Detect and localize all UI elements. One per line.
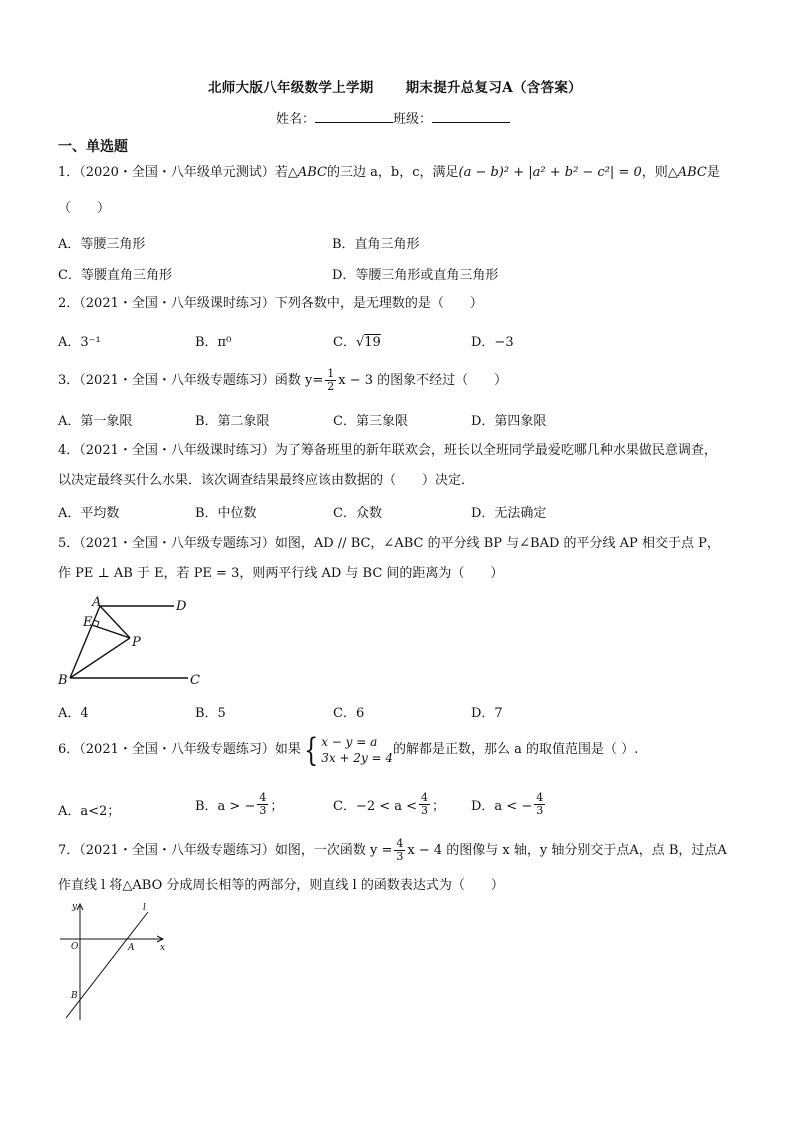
q3-option-c[interactable]: C．第三象限 xyxy=(333,414,408,429)
q1-option-d[interactable]: D．等腰三角形或直角三角形 xyxy=(332,268,499,283)
name-class-row xyxy=(276,108,510,127)
q7-line2: 作直线 l 将△ABO 分成周长相等的两部分，则直线 l 的函数表达式为（ ） xyxy=(58,878,504,893)
class-blank[interactable] xyxy=(432,110,510,123)
class-label: 班级： xyxy=(393,112,433,127)
q6-eq1: x − y = a xyxy=(321,735,378,749)
q6-d-num: 4 xyxy=(536,791,544,804)
q1-abc-2: ABC xyxy=(677,165,707,180)
section-title: 一、单选题 xyxy=(58,139,128,155)
q7-line-l xyxy=(66,912,148,1018)
q2-option-b[interactable]: B．π⁰ xyxy=(195,335,232,350)
title-sub: 期末提升总复习A（含答案） xyxy=(405,80,582,96)
title-main: 北师大版八年级数学上学期 xyxy=(208,80,374,96)
q6-c-sep: ； xyxy=(432,799,446,814)
q5-label-c: C xyxy=(190,673,200,688)
q3-frac-num: 1 xyxy=(327,367,335,380)
q7-frac-num: 4 xyxy=(396,837,404,850)
q7-label-o: O xyxy=(71,942,79,952)
q2-option-d[interactable]: D．−3 xyxy=(471,335,514,350)
q6-d-frac xyxy=(534,792,545,817)
q2-option-c[interactable] xyxy=(333,331,381,350)
q6-option-d[interactable] xyxy=(471,792,547,817)
q1-text-b: 的三边 a，b，c，满足 xyxy=(327,165,459,180)
brace-icon: { xyxy=(303,731,319,769)
q2-c-prefix: C． xyxy=(333,335,356,350)
q7-figure xyxy=(56,898,176,1026)
q2-stem: 2．（2021・全国・八年级课时练习）下列各数中，是无理数的是（ ） xyxy=(58,296,483,311)
q6-option-c[interactable] xyxy=(333,792,445,817)
q7-label-l: l xyxy=(143,903,146,913)
q1-text-d: 是 xyxy=(706,165,720,180)
q5-label-d: D xyxy=(176,599,187,614)
q3-option-d[interactable]: D．第四象限 xyxy=(471,414,547,429)
q7-text-b: x − 4 的图像与 x 轴，y 轴分别交于点A，点 B，过点A xyxy=(407,842,727,858)
q4-option-d[interactable]: D．无法确定 xyxy=(471,506,547,521)
q1-option-a[interactable]: A．等腰三角形 xyxy=(58,237,146,252)
q5-option-c[interactable]: C．6 xyxy=(333,706,365,721)
q6-system xyxy=(321,734,393,766)
q6-c-num: 4 xyxy=(421,791,429,804)
q1-expr: (a − b)² + |a² + b² − c²| = 0 xyxy=(458,165,642,180)
q1-paren: （ ） xyxy=(58,201,111,216)
q6-option-b[interactable] xyxy=(195,792,283,817)
q5-option-d[interactable]: D．7 xyxy=(471,706,503,721)
q6-b-frac xyxy=(257,792,268,817)
q3-option-a[interactable]: A．第一象限 xyxy=(58,414,133,429)
q7-line1 xyxy=(58,838,727,863)
q4-option-c[interactable]: C．众数 xyxy=(333,506,382,521)
q7-frac-den: 3 xyxy=(396,850,404,863)
q6-b-sep: ； xyxy=(270,799,284,814)
q7-label-y: y xyxy=(72,902,78,912)
q4-option-b[interactable]: B．中位数 xyxy=(195,506,257,521)
q6-eq2: 3x + 2y = 4 xyxy=(321,751,394,765)
q7-label-b: B xyxy=(71,991,78,1001)
q6-c-prefix: C．−2 < a < xyxy=(333,799,418,814)
q5-figure xyxy=(56,594,216,688)
q6-d-den: 3 xyxy=(536,804,544,817)
q3-frac-den: 2 xyxy=(327,380,335,393)
doc-title xyxy=(208,76,582,96)
q5-label-b: B xyxy=(58,673,68,688)
q6-c-frac xyxy=(419,792,430,817)
q5-line1: 5．（2021・全国・八年级专题练习）如图，AD // BC，∠ABC 的平分线 BP 与∠BAD 的平分线 AP 相交于点 P， xyxy=(58,536,720,551)
q1-abc: ABC xyxy=(297,165,327,180)
q4-line2: 以决定最终买什么水果．该次调查结果最终应该由数据的（ ）决定． xyxy=(58,473,475,488)
q5-label-e: E xyxy=(83,615,93,630)
name-label: 姓名： xyxy=(276,112,316,127)
q7-text-a: 7．（2021・全国・八年级专题练习）如图，一次函数 y = xyxy=(58,842,393,858)
q6-text-b: 的解都是正数，那么 a 的取值范围是（ ）. xyxy=(393,742,639,757)
q6-d-prefix: D．a < − xyxy=(471,799,533,814)
q6-option-a[interactable]: A．a<2； xyxy=(58,804,121,819)
q6-b-prefix: B．a > − xyxy=(195,799,256,814)
q4-line1: 4．（2021・全国・八年级课时练习）为了筹备班里的新年联欢会，班长以全班同学最爱吃哪几种水果做民意调查， xyxy=(58,443,717,458)
q5-option-b[interactable]: B．5 xyxy=(195,706,226,721)
q2-option-a[interactable]: A．3⁻¹ xyxy=(58,335,101,350)
q6-stem xyxy=(58,731,639,769)
q5-option-a[interactable]: A．4 xyxy=(58,706,89,721)
q7-label-a: A xyxy=(128,943,135,953)
q3-stem xyxy=(58,368,507,393)
q4-option-a[interactable]: A．平均数 xyxy=(58,506,120,521)
q1-option-c[interactable]: C．等腰直角三角形 xyxy=(58,268,172,283)
q2-c-value: 19 xyxy=(364,335,381,350)
q7-frac xyxy=(394,838,405,863)
q6-b-den: 3 xyxy=(259,804,267,817)
name-blank[interactable] xyxy=(315,110,393,123)
q5-label-a: A xyxy=(92,595,102,610)
q7-label-x: x xyxy=(160,943,166,953)
q3-text-b: x − 3 的图象不经过（ ） xyxy=(338,373,508,388)
q1-text-c: ，则△ xyxy=(641,165,678,180)
q5-label-p: P xyxy=(132,635,141,650)
q1-option-b[interactable]: B．直角三角形 xyxy=(332,237,420,252)
q5-line2: 作 PE ⊥ AB 于 E，若 PE = 3，则两平行线 AD 与 BC 间的距离为（ ） xyxy=(58,566,504,581)
q6-b-num: 4 xyxy=(259,791,267,804)
q3-fraction xyxy=(325,368,336,393)
q6-text-a: 6．（2021・全国・八年级专题练习）如果 xyxy=(58,742,301,757)
q3-option-b[interactable]: B．第二象限 xyxy=(195,414,270,429)
q1-stem xyxy=(58,162,720,184)
q6-c-den: 3 xyxy=(421,804,429,817)
sqrt-icon: √ xyxy=(355,335,365,350)
q3-text-a: 3．（2021・全国・八年级专题练习）函数 y= xyxy=(58,373,324,388)
q1-text-a: 1．（2020・全国・八年级单元测试）若△ xyxy=(58,165,298,180)
